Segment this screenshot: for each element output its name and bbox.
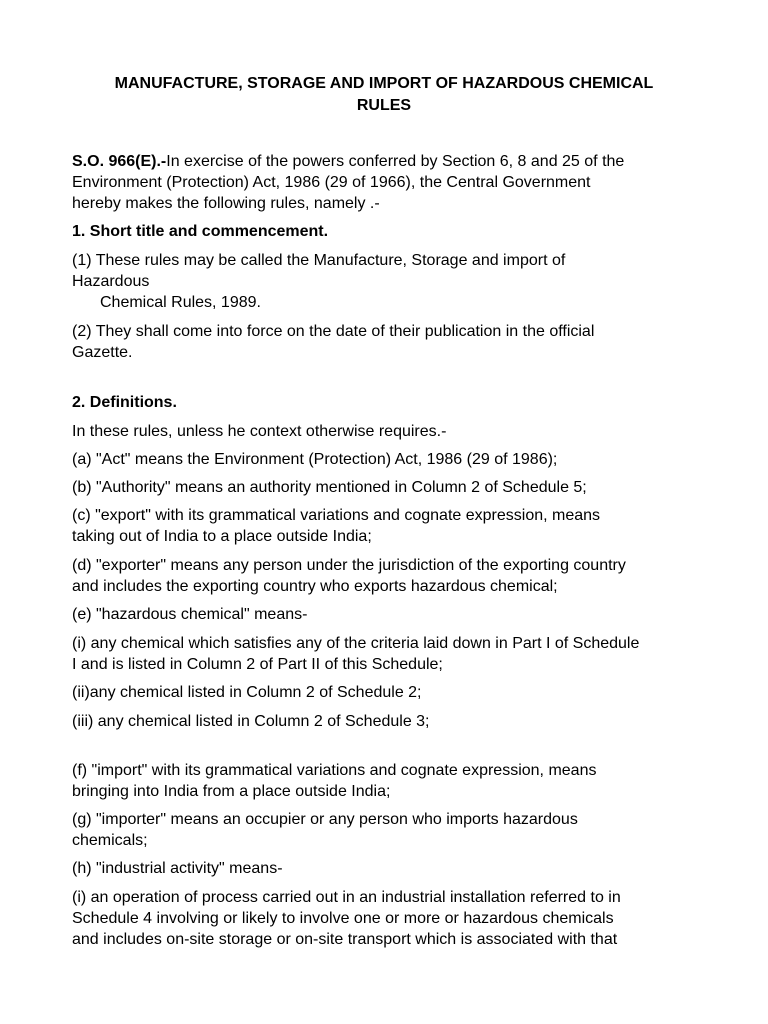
so-label: S.O. 966(E).- [72, 153, 167, 170]
section-1-heading: 1. Short title and commencement. [72, 223, 329, 240]
definition-a: (a) "Act" means the Environment (Protection) Act, 1986 (29 of 1986); [72, 451, 558, 468]
preamble-line-2: Environment (Protection) Act, 1986 (29 of 1966), the Central Government [72, 174, 591, 191]
definition-d-line-2: and includes the exporting country who exports hazardous chemical; [72, 578, 558, 595]
definition-f-line-2: bringing into India from a place outside India; [72, 783, 391, 800]
definition-h-i-line-1: (i) an operation of process carried out in an industrial installation referred to in [72, 889, 621, 906]
definition-c-line-1: (c) "export" with its grammatical variations and cognate expression, means [72, 507, 601, 524]
definition-b: (b) "Authority" means an authority mentioned in Column 2 of Schedule 5; [72, 479, 587, 496]
preamble-line-1-text: In exercise of the powers conferred by Section 6, 8 and 25 of the [166, 153, 625, 170]
definition-e-i-line-2: I and is listed in Column 2 of Part II of this Schedule; [72, 656, 443, 673]
definition-e: (e) "hazardous chemical" means- [72, 606, 308, 623]
definition-h-i-line-2: Schedule 4 involving or likely to involve one or more or hazardous chemicals [72, 910, 614, 927]
section-2-intro: In these rules, unless he context otherwise requires.- [72, 423, 447, 440]
definition-e-ii: (ii)any chemical listed in Column 2 of Schedule 2; [72, 684, 422, 701]
definition-h: (h) "industrial activity" means- [72, 860, 283, 877]
section-1-p1-line-2: Hazardous [72, 273, 150, 290]
document-title [72, 73, 696, 117]
definition-f-line-1: (f) "import" with its grammatical variations and cognate expression, means [72, 762, 597, 779]
section-2-heading: 2. Definitions. [72, 394, 177, 411]
definition-d-line-1: (d) "exporter" means any person under the jurisdiction of the exporting country [72, 557, 626, 574]
preamble-line-3: hereby makes the following rules, namely .- [72, 195, 380, 212]
title-line-1: MANUFACTURE, STORAGE AND IMPORT OF HAZARDOUS CHEMICAL [114, 75, 654, 92]
section-1-p1-line-3: Chemical Rules, 1989. [100, 294, 261, 311]
section-1-p2-line-2: Gazette. [72, 344, 133, 361]
definition-h-i-line-3: and includes on-site storage or on-site transport which is associated with that [72, 931, 618, 948]
title-line-2: RULES [356, 97, 412, 114]
section-1-p2-line-1: (2) They shall come into force on the date of their publication in the official [72, 323, 595, 340]
definition-g-line-1: (g) "importer" means an occupier or any person who imports hazardous [72, 811, 578, 828]
preamble-line-1 [72, 151, 624, 172]
definition-g-line-2: chemicals; [72, 832, 148, 849]
definition-e-i-line-1: (i) any chemical which satisfies any of the criteria laid down in Part I of Schedule [72, 635, 640, 652]
definition-e-iii: (iii) any chemical listed in Column 2 of Schedule 3; [72, 713, 430, 730]
section-1-p1-line-1: (1) These rules may be called the Manufacture, Storage and import of [72, 252, 566, 269]
definition-c-line-2: taking out of India to a place outside India; [72, 528, 372, 545]
